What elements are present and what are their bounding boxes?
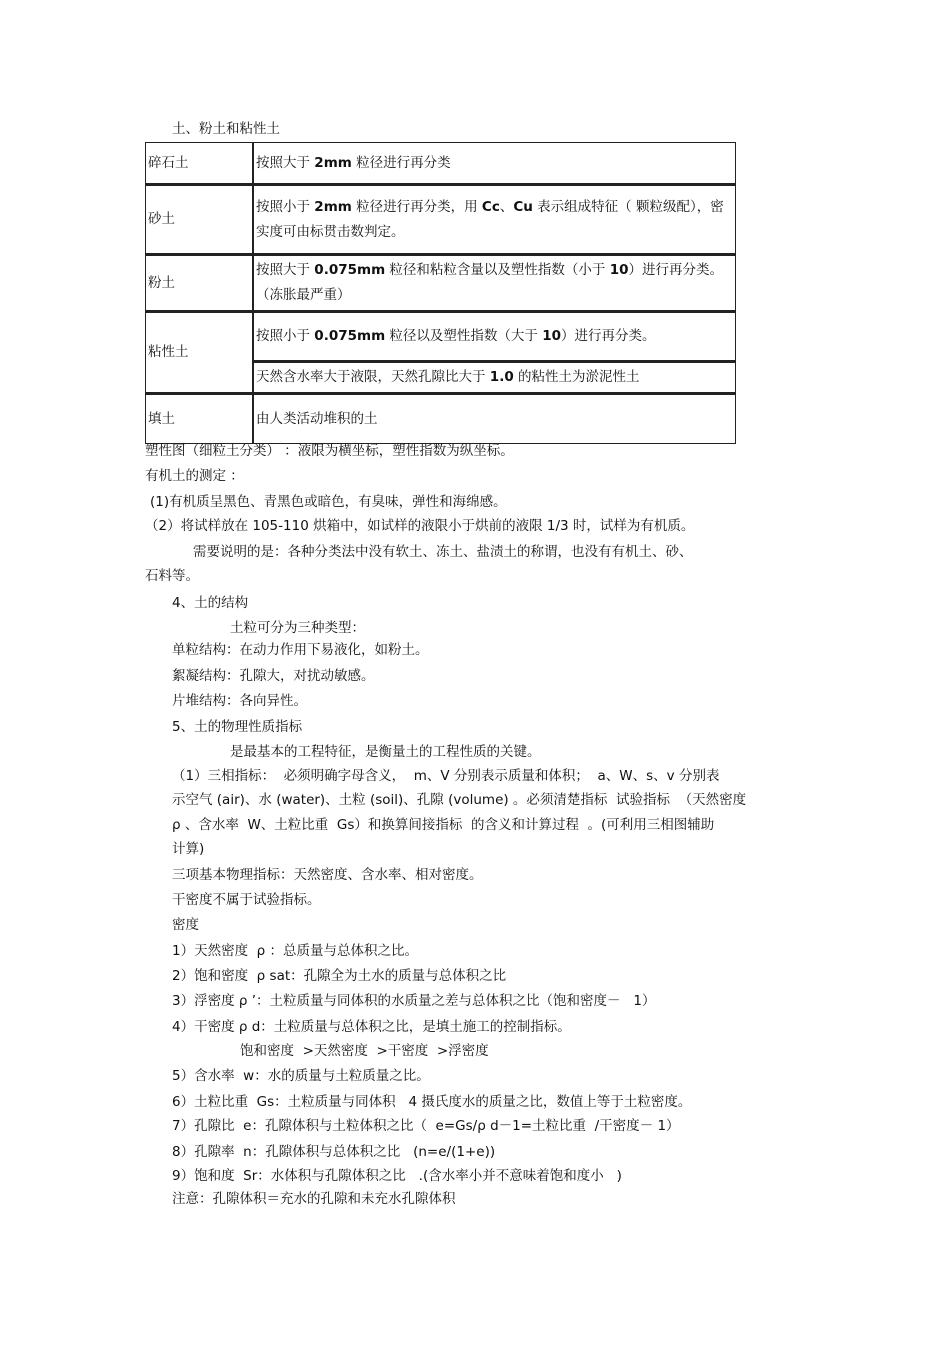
soil-classification-table xyxy=(145,142,736,444)
attention-note: 注意：孔隙体积＝充水的孔隙和未充水孔隙体积 xyxy=(172,1191,456,1207)
density-item-3: 3）浮密度 ρ ’：土粒质量与同体积的水质量之差与总体积之比（饱和密度－ 1） xyxy=(172,993,656,1009)
three-phase-line-2: 示空气 (air)、水 (water)、土粒 (soil)、孔隙 (volume) 。必须清楚指标 试验指标 （天然密度 xyxy=(172,792,747,808)
table-row xyxy=(146,255,736,312)
density-item-2: 2）饱和密度 ρ sat：孔隙全为土水的质量与总体积之比 xyxy=(172,968,507,984)
index-item-8: 8）孔隙率 n：孔隙体积与总体积之比 (n=e/(1+e)) xyxy=(172,1144,496,1160)
density-title: 密度 xyxy=(172,917,199,933)
soil-desc-cell: 按照大于 0.075mm 粒径和粘粒含量以及塑性指数（小于 10）进行再分类。（冻胀最严重） xyxy=(253,255,736,312)
soil-desc-cell: 按照小于 0.075mm 粒径以及塑性指数（大于 10）进行再分类。 xyxy=(253,312,736,362)
structure-intro: 土粒可分为三种类型： xyxy=(230,620,365,636)
soil-desc-cell: 由人类活动堆积的土 xyxy=(253,394,736,444)
index-item-5: 5）含水率 w：水的质量与土粒质量之比。 xyxy=(172,1068,430,1084)
section-title: 土、粉土和粘性土 xyxy=(172,121,280,137)
note-line-1: 需要说明的是：各种分类法中没有软土、冻土、盐渍土的称谓，也没有有机土、砂、 xyxy=(193,544,693,560)
soil-name-cell: 粉土 xyxy=(146,255,254,312)
organic-item-1: (1)有机质呈黑色、青黑色或暗色，有臭味，弹性和海绵感。 xyxy=(150,494,507,510)
soil-desc-cell: 按照小于 2mm 粒径进行再分类，用 Cc、Cu 表示组成特征（ 颗粒级配），密实度可由标贯击数判定。 xyxy=(253,185,736,255)
three-phase-line-4: 计算) xyxy=(172,841,205,857)
structure-item-3: 片堆结构：各向异性。 xyxy=(172,693,307,709)
physical-title: 5、土的物理性质指标 xyxy=(172,719,303,735)
density-comparison: 饱和密度 >天然密度 >干密度 >浮密度 xyxy=(240,1043,489,1059)
structure-item-2: 絮凝结构：孔隙大，对扰动敏感。 xyxy=(172,668,375,684)
soil-name-cell: 碎石土 xyxy=(146,143,254,185)
three-phase-line-3: ρ 、含水率 W、土粒比重 Gs）和换算间接指标 的含义和计算过程 。(可利用三相图辅助 xyxy=(172,817,715,833)
index-item-9: 9）饱和度 Sr：水体积与孔隙体积之比 .(含水率小并不意味着饱和度小 ) xyxy=(172,1168,622,1184)
structure-title: 4、土的结构 xyxy=(172,595,249,611)
soil-desc-cell: 天然含水率大于液限，天然孔隙比大于 1.0 的粘性土为淤泥性土 xyxy=(253,362,736,394)
soil-desc-cell: 按照大于 2mm 粒径进行再分类 xyxy=(253,143,736,185)
note-line-2: 石料等。 xyxy=(145,568,199,584)
organic-title: 有机土的测定 ： xyxy=(145,468,244,484)
table-row xyxy=(146,143,736,185)
index-item-6: 6）土粒比重 Gs：土粒质量与同体积 4 摄氏度水的质量之比，数值上等于土粒密度。 xyxy=(172,1094,692,1110)
physical-intro: 是最基本的工程特征，是衡量土的工程性质的关键。 xyxy=(230,744,541,760)
soil-name-cell: 粘性土 xyxy=(146,312,254,394)
soil-name-cell: 砂土 xyxy=(146,185,254,255)
density-item-1: 1）天然密度 ρ ：总质量与总体积之比。 xyxy=(172,943,419,959)
table-row xyxy=(146,312,736,362)
basic-three-indices: 三项基本物理指标：天然密度、含水率、相对密度。 xyxy=(172,867,483,883)
structure-item-1: 单粒结构：在动力作用下易液化，如粉土。 xyxy=(172,642,429,658)
table-row xyxy=(146,394,736,444)
organic-item-2: （2）将试样放在 105-110 烘箱中，如试样的液限小于烘前的液限 1/3 时，试样为有机质。 xyxy=(145,518,695,534)
soil-name-cell: 填土 xyxy=(146,394,254,444)
plasticity-chart-line: 塑性图（细粒土分类） ：液限为横坐标，塑性指数为纵坐标。 xyxy=(145,443,514,459)
index-item-7: 7）孔隙比 e：孔隙体积与土粒体积之比（ e=Gs/ρ d－1=土粒比重 /干密度－ 1） xyxy=(172,1118,680,1134)
table-row xyxy=(146,185,736,255)
density-item-4: 4）干密度 ρ d：土粒质量与总体积之比，是填土施工的控制指标。 xyxy=(172,1019,571,1035)
dry-density-note: 干密度不属于试验指标。 xyxy=(172,892,321,908)
three-phase-line-1: （1）三相指标： 必须明确字母含义， m、V 分别表示质量和体积； a、W、s、v 分别表 xyxy=(172,768,720,784)
